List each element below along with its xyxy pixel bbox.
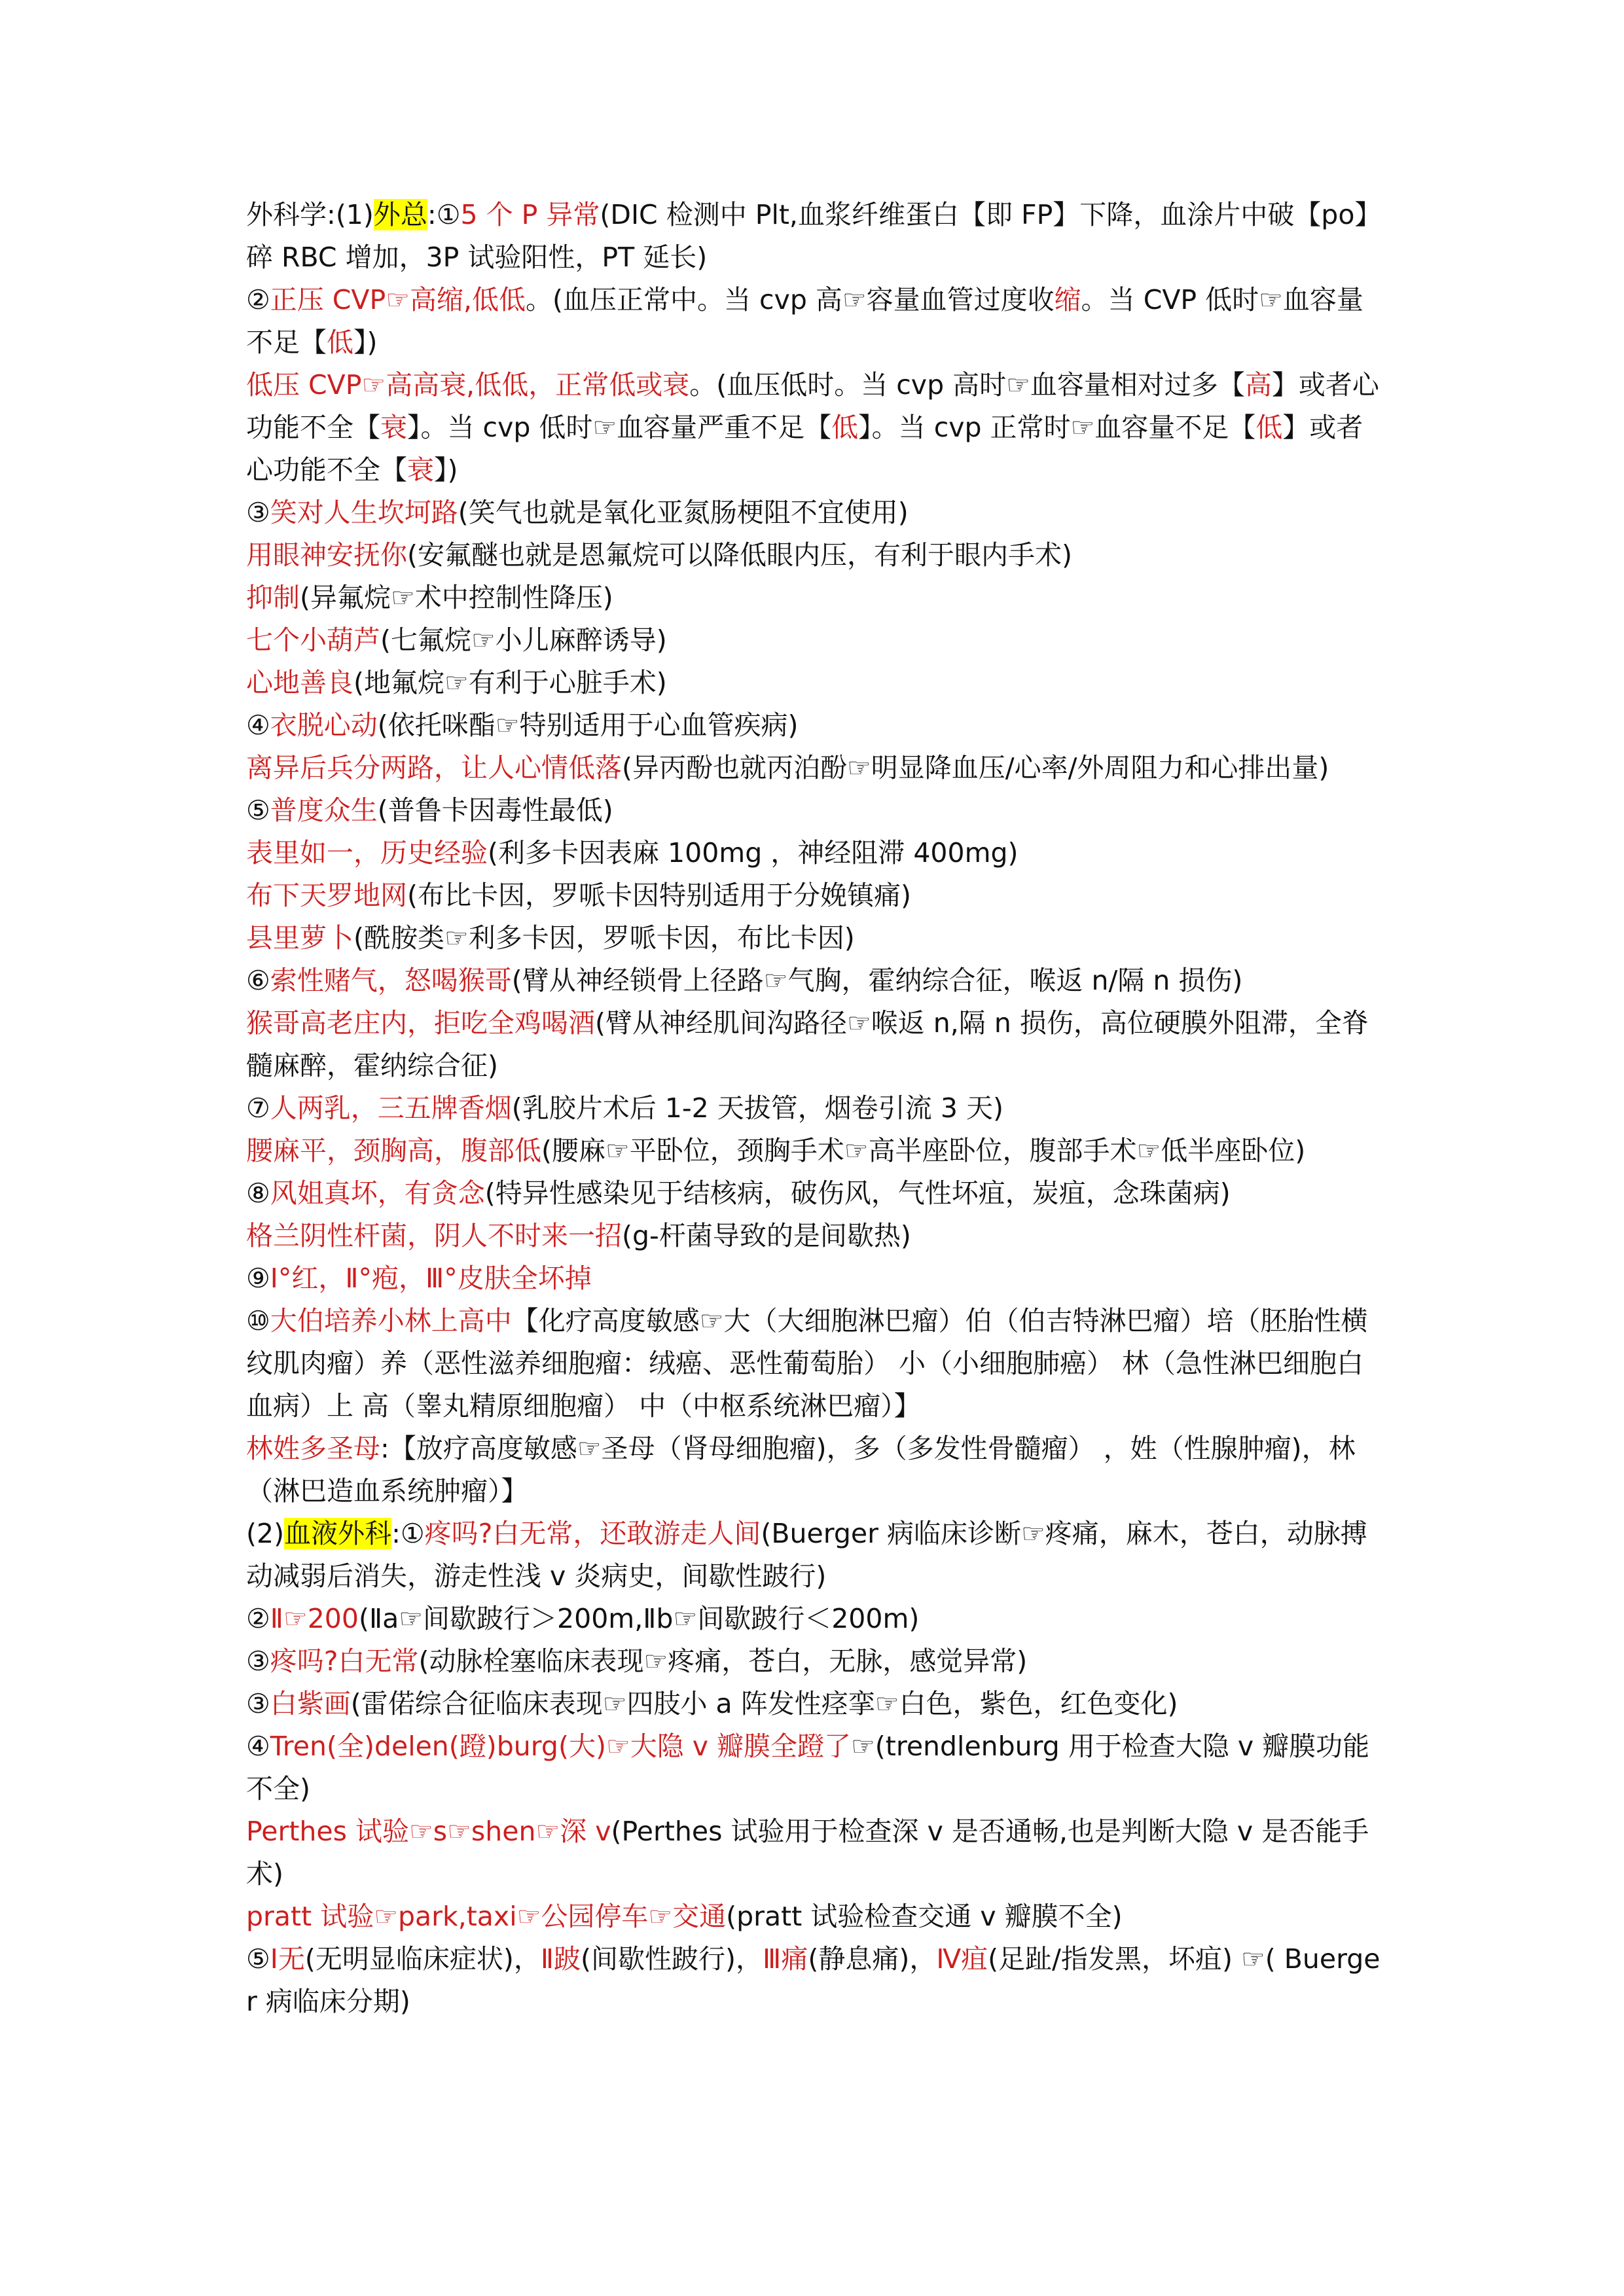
mnemonic-text: 索性赌气，怒喝猴哥 [270, 965, 512, 996]
body-text: (异丙酚也就丙泊酚☞明显降血压/心率/外周阻力和心排出量) [622, 752, 1329, 783]
body-text: (腰麻☞平卧位，颈胸手术☞高半座卧位，腹部手术☞低半座卧位) [541, 1135, 1306, 1166]
text-paragraph [246, 1130, 1389, 1172]
body-text: ③ [246, 497, 270, 528]
body-text: ③ [246, 1688, 270, 1719]
mnemonic-text: pratt 试验☞park,taxi☞公园停车☞交通 [246, 1901, 727, 1932]
text-paragraph [246, 1427, 1389, 1513]
body-text: (布比卡因，罗哌卡因特别适用于分娩镇痛) [407, 880, 911, 911]
mnemonic-text: Perthes 试验☞s☞shen☞深 v [246, 1816, 611, 1847]
text-paragraph [246, 1683, 1389, 1725]
body-text: (Perthes 试验用于检查深 v 是否通畅,也是判断大隐 v 是否能手术) [246, 1816, 1369, 1890]
text-paragraph [246, 1257, 1389, 1300]
body-text: ④ [246, 709, 270, 741]
mnemonic-text: Ⅲ痛 [763, 1943, 808, 1975]
text-paragraph [246, 1938, 1389, 2023]
text-paragraph [246, 194, 1389, 279]
body-text: (普鲁卡因毒性最低) [377, 795, 613, 826]
mnemonic-text: 林姓多圣母 [246, 1433, 380, 1464]
body-text: (雷偌综合征临床表现☞四肢小 a 阵发性痉挛☞白色，紫色，红色变化) [350, 1688, 1178, 1719]
mnemonic-text: 疼吗?白无常，还敢游走人间 [424, 1518, 761, 1549]
body-text: :① [391, 1518, 425, 1549]
text-paragraph [246, 534, 1389, 577]
mnemonic-text: Ⅳ疽 [936, 1943, 988, 1975]
mnemonic-text: 正压 CVP☞高缩,低低 [270, 284, 526, 315]
text-paragraph [246, 577, 1389, 619]
mnemonic-text: Ⅰ°红，Ⅱ°疱，Ⅲ°皮肤全坏掉 [270, 1263, 592, 1294]
text-paragraph [246, 364, 1389, 492]
body-text: (地氟烷☞有利于心脏手术) [353, 667, 667, 698]
text-paragraph [246, 1087, 1389, 1130]
body-text: 】或者心功能不全【 [246, 412, 1363, 486]
mnemonic-text: 七个小葫芦 [246, 624, 380, 656]
body-text: ④ [246, 1731, 270, 1762]
mnemonic-text: 抑制 [246, 582, 300, 613]
body-text: ⑩ [246, 1305, 270, 1336]
body-text: (Buerger 病临床诊断☞疼痛，麻木，苍白，动脉搏动减弱后消失，游走性浅 v 炎病史，间歇性跛行) [246, 1518, 1367, 1592]
mnemonic-text: 5 个 P 异常 [460, 199, 600, 230]
text-paragraph [246, 704, 1389, 747]
body-text: ⑦ [246, 1092, 270, 1124]
body-text: (利多卡因表麻 100mg ，神经阻滞 400mg) [488, 837, 1019, 869]
mnemonic-text: 疼吗?白无常 [270, 1645, 419, 1677]
mnemonic-text: 心地善良 [246, 667, 353, 698]
body-text: 【化疗高度敏感☞大（大细胞淋巴瘤）伯（伯吉特淋巴瘤）培（胚胎性横纹肌肉瘤）养（恶性滋养细胞瘤：绒癌、恶性葡萄胎） 小（小细胞肺癌） 林（急性淋巴细胞白血病）上 高（睾丸精原细胞瘤） 中（中枢系统淋巴瘤）】 [246, 1305, 1368, 1422]
body-text: 。(血压低时。当 cvp 高时☞血容量相对过多【 [689, 369, 1245, 401]
mnemonic-text: 普度众生 [270, 795, 378, 826]
mnemonic-text: 县里萝卜 [246, 922, 353, 954]
mnemonic-text: 衰 [407, 454, 434, 486]
body-text: (异氟烷☞术中控制性降压) [300, 582, 613, 613]
body-text: ⑤ [246, 1943, 270, 1975]
mnemonic-text: 猴哥高老庄内，拒吃全鸡喝酒 [246, 1007, 595, 1039]
highlighted-heading: 血液外科 [284, 1518, 392, 1549]
mnemonic-text: 低压 CVP☞高高衰,低低，正常低或衰 [246, 369, 690, 401]
text-paragraph [246, 1300, 1389, 1427]
text-paragraph [246, 917, 1389, 960]
body-text: (无明显临床症状)， [304, 1943, 541, 1975]
body-text: ⑥ [246, 965, 270, 996]
body-text: 。(血压正常中。当 cvp 高☞容量血管过度收 [526, 284, 1055, 315]
body-text: (间歇性跛行)， [581, 1943, 763, 1975]
body-text: (g-杆菌导致的是间歇热) [622, 1220, 911, 1251]
body-text: (臂从神经肌间沟路径☞喉返 n,隔 n 损伤，高位硬膜外阻滞，全脊髓麻醉，霍纳综合征) [246, 1007, 1369, 1081]
body-text: ☞(trendlenburg 用于检查大隐 v 瓣膜功能不全) [246, 1731, 1370, 1804]
body-text: 】。当 cvp 低时☞血容量严重不足【 [407, 412, 832, 443]
mnemonic-text: 低 [1255, 412, 1283, 443]
text-paragraph [246, 1640, 1389, 1683]
text-paragraph [246, 1725, 1389, 1810]
mnemonic-text: 白紫画 [270, 1688, 351, 1719]
document-page [246, 194, 1389, 2023]
mnemonic-text: 布下天罗地网 [246, 880, 407, 911]
body-text: (臂从神经锁骨上径路☞气胸，霍纳综合征，喉返 n/隔 n 损伤) [511, 965, 1243, 996]
body-text: :【放疗高度敏感☞圣母（肾母细胞瘤)，多（多发性骨髓瘤） ，姓（性腺肿瘤)，林（淋巴造血系统肿瘤）】 [246, 1433, 1356, 1507]
body-text: (2) [246, 1518, 285, 1549]
mnemonic-text: Tren(全)delen(蹬)burg(大)☞大隐 v 瓣膜全蹬了 [270, 1731, 852, 1762]
mnemonic-text: 大伯培养小林上高中 [270, 1305, 512, 1336]
body-text: 。当 CVP 低时☞血容量不足【 [246, 284, 1363, 358]
mnemonic-text: 离异后兵分两路，让人心情低落 [246, 752, 622, 783]
mnemonic-text: 低 [327, 327, 353, 358]
body-text: 】) [434, 454, 458, 486]
text-paragraph [246, 1895, 1389, 1938]
body-text: (七氟烷☞小儿麻醉诱导) [380, 624, 667, 656]
body-text: 】或者心功能不全【 [246, 369, 1379, 443]
text-paragraph [246, 747, 1389, 789]
body-text: (Ⅱa☞间歇跛行＞200m,Ⅱb☞间歇跛行＜200m) [358, 1603, 920, 1634]
text-paragraph [246, 1002, 1389, 1087]
text-paragraph [246, 1513, 1389, 1598]
body-text: (DIC 检测中 Plt,血浆纤维蛋白【即 FP】下降，血涂片中破【po】碎 RBC 增加，3P 试验阳性，PT 延长) [246, 199, 1382, 273]
mnemonic-text: 衣脱心动 [270, 709, 378, 741]
mnemonic-text: 高 [1244, 369, 1272, 401]
text-paragraph [246, 789, 1389, 832]
text-paragraph [246, 874, 1389, 917]
text-paragraph [246, 662, 1389, 704]
body-text: (笑气也就是氧化亚氮肠梗阻不宜使用) [458, 497, 909, 528]
mnemonic-text: 笑对人生坎坷路 [270, 497, 458, 528]
mnemonic-text: 用眼神安抚你 [246, 539, 407, 571]
body-text: (足趾/指发黑，坏疽) ☞( Buerger 病临床分期) [246, 1943, 1380, 2017]
body-text: ⑧ [246, 1177, 270, 1209]
body-text: 】) [353, 327, 378, 358]
mnemonic-text: Ⅱ☞200 [270, 1603, 359, 1634]
body-text: (安氟醚也就是恩氟烷可以降低眼内压，有利于眼内手术) [407, 539, 1072, 571]
text-paragraph [246, 832, 1389, 874]
body-text: 】。当 cvp 正常时☞血容量不足【 [858, 412, 1256, 443]
body-text: (pratt 试验检查交通 v 瓣膜不全) [726, 1901, 1123, 1932]
mnemonic-text: 缩 [1054, 284, 1081, 315]
body-text: (酰胺类☞利多卡因，罗哌卡因，布比卡因) [353, 922, 855, 954]
body-text: (静息痛)， [808, 1943, 937, 1975]
body-text: ⑨ [246, 1263, 270, 1294]
body-text: ② [246, 1603, 270, 1634]
mnemonic-text: 格兰阴性杆菌，阴人不时来一招 [246, 1220, 622, 1251]
highlighted-heading: 外总 [373, 199, 427, 230]
body-text: (依托咪酯☞特别适用于心血管疾病) [377, 709, 799, 741]
body-text: (动脉栓塞临床表现☞疼痛，苍白，无脉，感觉异常) [418, 1645, 1028, 1677]
mnemonic-text: 低 [831, 412, 859, 443]
mnemonic-text: 人两乳，三五牌香烟 [270, 1092, 512, 1124]
text-paragraph [246, 960, 1389, 1002]
body-text: ⑤ [246, 795, 270, 826]
body-text: (乳胶片术后 1-2 天拔管，烟卷引流 3 天) [511, 1092, 1003, 1124]
text-paragraph [246, 619, 1389, 662]
text-paragraph [246, 1810, 1389, 1895]
body-text: :① [427, 199, 461, 230]
text-paragraph [246, 1172, 1389, 1215]
mnemonic-text: 衰 [380, 412, 407, 443]
body-text: ③ [246, 1645, 270, 1677]
mnemonic-text: 风姐真坏，有贪念 [270, 1177, 485, 1209]
mnemonic-text: Ⅰ无 [270, 1943, 305, 1975]
mnemonic-text: Ⅱ跛 [540, 1943, 581, 1975]
body-text: (特异性感染见于结核病，破伤风，气性坏疽，炭疽，念珠菌病) [484, 1177, 1231, 1209]
mnemonic-text: 腰麻平，颈胸高，腹部低 [246, 1135, 541, 1166]
mnemonic-text: 表里如一，历史经验 [246, 837, 488, 869]
text-paragraph [246, 279, 1389, 364]
text-paragraph [246, 492, 1389, 534]
body-text: 外科学:(1) [246, 199, 374, 230]
text-paragraph [246, 1598, 1389, 1640]
body-text: ② [246, 284, 270, 315]
text-paragraph [246, 1215, 1389, 1257]
